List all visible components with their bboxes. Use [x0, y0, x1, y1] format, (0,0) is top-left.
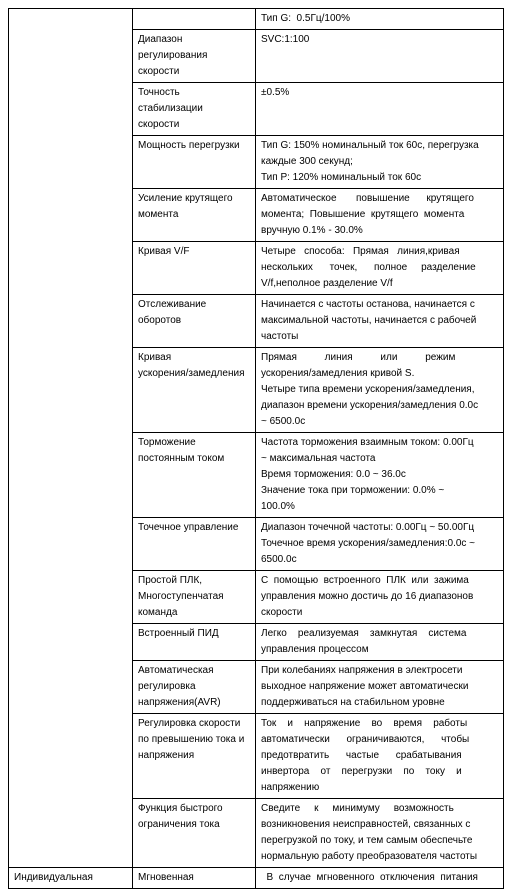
parameter-name-cell: [133, 9, 256, 30]
parameter-value-line: каждые 300 секунд;: [261, 156, 353, 167]
parameter-value-cell: [256, 136, 504, 189]
parameter-value-cell: [256, 242, 504, 295]
parameter-value-line: поддерживаться на стабильном уровне: [261, 697, 445, 708]
parameter-name-line: Встроенный ПИД: [138, 628, 219, 639]
parameter-value-line: V/f,неполное разделение V/f: [261, 278, 393, 289]
parameter-value-line: Начинается с частоты останова, начинается с: [261, 299, 475, 310]
parameter-value-line: напряжению: [261, 782, 320, 793]
parameter-value-line: момента; Повышение крутящего момента: [261, 209, 465, 220]
parameter-name-line: напряжения(AVR): [138, 697, 221, 708]
parameter-value-line: Четыре типа времени ускорения/замедления,: [261, 384, 475, 395]
parameter-value-cell: [256, 9, 504, 30]
parameter-value-cell: [256, 518, 504, 571]
parameter-value-line: 100.0%: [261, 501, 295, 512]
parameter-value-cell: [256, 799, 504, 868]
spec-table-body: [9, 9, 504, 889]
parameter-name-cell: [133, 242, 256, 295]
parameter-name-cell: [133, 348, 256, 433]
table-row: [9, 868, 504, 889]
parameter-value-cell: [256, 30, 504, 83]
parameter-value-line: управления процессом: [261, 644, 369, 655]
parameter-name-line: регулирования: [138, 50, 208, 61]
parameter-name-cell: [133, 30, 256, 83]
parameter-value-line: Точечное время ускорения/замедления:0.0с ~: [261, 538, 476, 549]
parameter-value-line: Четыре способа: Прямая линия,кривая: [261, 246, 460, 257]
parameter-value-cell: [256, 189, 504, 242]
parameter-name-cell: [133, 433, 256, 518]
parameter-value-line: ускорения/замедления кривой S.: [261, 368, 415, 379]
parameter-name-line: ускорения/замедления: [138, 368, 245, 379]
parameter-name-line: Регулировка скорости: [138, 718, 241, 729]
parameter-name-cell: [133, 83, 256, 136]
parameter-value-line: максимальной частоты, начинается с рабочей: [261, 315, 477, 326]
parameter-value-line: В случае мгновенного отключения питания: [261, 872, 478, 883]
parameter-name-line: Кривая V/F: [138, 246, 190, 257]
parameter-value-line: Легко реализуемая замкнутая система: [261, 628, 467, 639]
parameter-name-line: Мощность перегрузки: [138, 140, 240, 151]
group-label-cell: Индивидуальная: [9, 868, 133, 889]
parameter-value-line: инвертора от перегрузки по току и: [261, 766, 462, 777]
parameter-value-line: частоты: [261, 331, 299, 342]
parameter-value-line: перегрузкой по току, и тем самым обеспечьте: [261, 835, 473, 846]
parameter-value-line: вручную 0.1% - 30.0%: [261, 225, 363, 236]
parameter-name-line: по превышению тока и: [138, 734, 245, 745]
parameter-value-cell: [256, 83, 504, 136]
parameter-name-line: Кривая: [138, 352, 172, 363]
parameter-value-cell: [256, 714, 504, 799]
parameter-value-line: Время торможения: 0.0 ~ 36.0с: [261, 469, 406, 480]
parameter-name-cell: [133, 571, 256, 624]
parameter-value-line: SVC:1:100: [261, 34, 310, 45]
parameter-value-line: Частота торможения взаимным током: 0.00Гц: [261, 437, 474, 448]
parameter-name-line: Многоступенчатая: [138, 591, 224, 602]
parameter-name-line: Усиление крутящего: [138, 193, 233, 204]
parameter-name-line: Торможение: [138, 437, 196, 448]
parameter-name-line: Функция быстрого: [138, 803, 223, 814]
parameter-value-line: выходное напряжение может автоматически: [261, 681, 469, 692]
parameter-value-line: Тип G: 150% номинальный ток 60с, перегрузка: [261, 140, 479, 151]
parameter-value-line: возникновения неисправностей, связанных с: [261, 819, 471, 830]
parameter-value-line: С помощью встроенного ПЛК или зажима: [261, 575, 469, 586]
parameter-value-line: Прямая линия или режим: [261, 352, 456, 363]
parameter-value-line: При колебаниях напряжения в электросети: [261, 665, 463, 676]
parameter-name-cell: [133, 799, 256, 868]
parameter-name-cell: [133, 868, 256, 889]
parameter-name-cell: [133, 714, 256, 799]
parameter-value-cell: [256, 433, 504, 518]
parameter-value-line: Диапазон точечной частоты: 0.00Гц ~ 50.00Гц: [261, 522, 475, 533]
parameter-value-cell: [256, 571, 504, 624]
parameter-name-line: Диапазон: [138, 34, 183, 45]
parameter-value-line: диапазон времени ускорения/замедления 0.0с: [261, 400, 479, 411]
table-row: [9, 9, 504, 30]
parameter-value-line: Значение тока при торможении: 0.0% ~: [261, 485, 445, 496]
spec-table: [8, 8, 504, 889]
parameter-name-line: Автоматическая: [138, 665, 214, 676]
parameter-name-line: Точность: [138, 87, 180, 98]
parameter-name-line: постоянным током: [138, 453, 225, 464]
parameter-name-line: стабилизации: [138, 103, 203, 114]
parameter-value-line: нормальную работу преобразователя частоты: [261, 851, 478, 862]
parameter-name-cell: [133, 624, 256, 661]
parameter-value-line: 6500.0с: [261, 554, 297, 565]
parameter-name-line: Отслеживание: [138, 299, 207, 310]
parameter-name-cell: [133, 295, 256, 348]
parameter-value-line: Автоматическое повышение крутящего: [261, 193, 474, 204]
parameter-name-cell: [133, 661, 256, 714]
parameter-value-line: ~ максимальная частота: [261, 453, 376, 464]
parameter-value-line: Тип P: 120% номинальный ток 60с: [261, 172, 422, 183]
parameter-name-line: оборотов: [138, 315, 182, 326]
parameter-value-cell: [256, 661, 504, 714]
parameter-name-cell: [133, 136, 256, 189]
parameter-name-line: команда: [138, 607, 178, 618]
parameter-name-line: момента: [138, 209, 179, 220]
parameter-value-line: ±0.5%: [261, 87, 290, 98]
parameter-value-line: Ток и напряжение во время работы: [261, 718, 468, 729]
parameter-name-line: ограничения тока: [138, 819, 220, 830]
parameter-value-cell: [256, 624, 504, 661]
parameter-value-line: автоматически ограничиваются, чтобы: [261, 734, 470, 745]
parameter-value-cell: [256, 348, 504, 433]
parameter-value-line: управления можно достичь до 16 диапазонов: [261, 591, 474, 602]
parameter-value-cell: [256, 868, 504, 889]
parameter-name-line: напряжения: [138, 750, 195, 761]
parameter-value-line: предотвратить частые срабатывания: [261, 750, 462, 761]
group-cell: [9, 9, 133, 868]
parameter-value-cell: [256, 295, 504, 348]
parameter-value-line: Тип G: 0.5Гц/100%: [261, 13, 350, 24]
parameter-name-line: Простой ПЛК,: [138, 575, 203, 586]
parameter-name-line: регулировка: [138, 681, 196, 692]
parameter-value-line: нескольких точек, полное разделение: [261, 262, 476, 273]
parameter-name-line: скорости: [138, 66, 180, 77]
parameter-value-line: Сведите к минимуму возможность: [261, 803, 454, 814]
parameter-name-line: скорости: [138, 119, 180, 130]
parameter-name-cell: [133, 189, 256, 242]
parameter-name-line: Мгновенная: [138, 872, 194, 883]
parameter-value-line: ~ 6500.0с: [261, 416, 306, 427]
parameter-name-line: Точечное управление: [138, 522, 239, 533]
parameter-value-line: скорости: [261, 607, 303, 618]
parameter-name-cell: [133, 518, 256, 571]
